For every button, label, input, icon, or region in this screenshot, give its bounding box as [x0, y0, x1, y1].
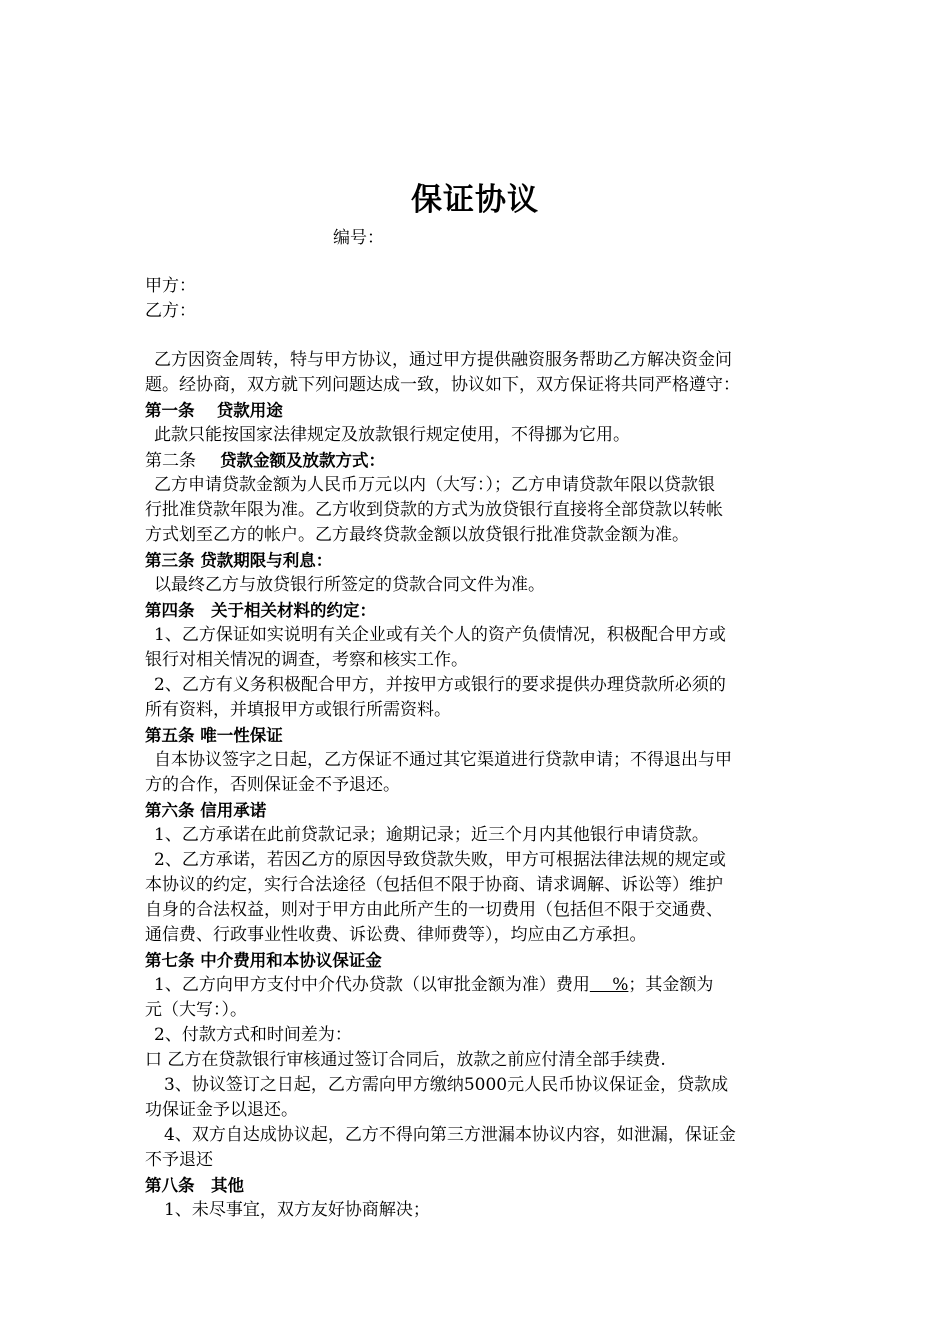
article-2-text: 乙方申请贷款金额为人民币万元以内（大写：）；乙方申请贷款年限以贷款银 [154, 475, 715, 495]
party-b-label: 乙方： [145, 301, 196, 321]
intro-line: 乙方因资金周转，特与甲方协议，通过甲方提供融资服务帮助乙方解决资金问 [154, 350, 732, 370]
article-7-heading: 第七条 中介费用和本协议保证金 [145, 951, 382, 970]
article-6-text: 1、乙方承诺在此前贷款记录；逾期记录；近三个月内其他银行申请贷款。 [154, 825, 709, 845]
article-6-heading: 第六条 信用承诺 [145, 801, 267, 820]
article-1-text: 此款只能按国家法律规定及放款银行规定使用，不得挪为它用。 [154, 425, 630, 445]
article-3-text: 以最终乙方与放贷银行所签定的贷款合同文件为准。 [154, 575, 545, 595]
article-7-fee-line [154, 973, 713, 998]
article-2-heading-title: 贷款金额及放款方式： [220, 451, 385, 470]
article-2-text: 方式划至乙方的帐户。乙方最终贷款金额以放贷银行批准贷款金额为准。 [145, 525, 689, 545]
article-4-heading: 第四条 关于相关材料的约定： [145, 601, 376, 620]
article-2-text: 行批准贷款年限为准。乙方收到贷款的方式为放贷银行直接将全部贷款以转帐 [145, 500, 723, 520]
article-8-heading: 第八条 其他 [145, 1176, 244, 1195]
article-4-text: 银行对相关情况的调查，考察和核实工作。 [145, 650, 468, 670]
article-6-text: 自身的合法权益，则对于甲方由此所产生的一切费用（包括但不限于交通费、 [145, 900, 723, 920]
party-a-label: 甲方： [145, 276, 196, 296]
article-4-text: 2、乙方有义务积极配合甲方，并按甲方或银行的要求提供办理贷款所必须的 [154, 675, 726, 695]
article-7-text: 3、协议签订之日起，乙方需向甲方缴纳5000元人民币协议保证金，贷款成 [164, 1075, 729, 1095]
fee-line-suffix: ；其金额为 [628, 975, 714, 995]
intro-line: 题。经协商，双方就下列问题达成一致，协议如下，双方保证将共同严格遵守： [145, 375, 740, 395]
article-5-text: 方的合作，否则保证金不予退还。 [145, 775, 400, 795]
article-7-checkbox-line: 口 乙方在贷款银行审核通过签订合同后，放款之前应付清全部手续费. [145, 1050, 666, 1070]
article-4-text: 1、乙方保证如实说明有关企业或有关个人的资产负债情况，积极配合甲方或 [154, 625, 726, 645]
article-6-text: 通信费、行政事业性收费、诉讼费、律师费等），均应由乙方承担。 [145, 925, 647, 945]
document-title: 保证协议 [411, 182, 539, 218]
article-7-text: 元（大写：）。 [145, 1000, 247, 1020]
article-5-heading: 第五条 唯一性保证 [145, 726, 283, 745]
article-6-text: 2、乙方承诺，若因乙方的原因导致贷款失败，甲方可根据法律法规的规定或 [154, 850, 726, 870]
article-2-heading-prefix: 第二条 [145, 451, 196, 471]
article-1-heading: 第一条 贷款用途 [145, 401, 283, 420]
article-7-text: 不予退还 [145, 1150, 213, 1170]
article-4-text: 所有资料，并填报甲方或银行所需资料。 [145, 700, 451, 720]
article-7-text: 4、双方自达成协议起，乙方不得向第三方泄漏本协议内容，如泄漏，保证金 [164, 1125, 736, 1145]
article-3-heading: 第三条 贷款期限与利息： [145, 551, 333, 570]
fee-line-prefix: 1、乙方向甲方支付中介代办贷款（以审批金额为准）费用 [154, 975, 590, 995]
article-7-text: 2、付款方式和时间差为： [154, 1025, 352, 1045]
number-label: 编号： [333, 228, 384, 248]
article-5-text: 自本协议签字之日起，乙方保证不通过其它渠道进行贷款申请；不得退出与甲 [154, 750, 732, 770]
article-7-text: 功保证金予以退还。 [145, 1100, 298, 1120]
fee-percent-blank: % [589, 975, 629, 995]
article-6-text: 本协议的约定，实行合法途径（包括但不限于协商、请求调解、诉讼等）维护 [145, 875, 723, 895]
article-2-heading [145, 448, 385, 474]
article-8-text: 1、未尽事宜，双方友好协商解决； [164, 1200, 430, 1220]
